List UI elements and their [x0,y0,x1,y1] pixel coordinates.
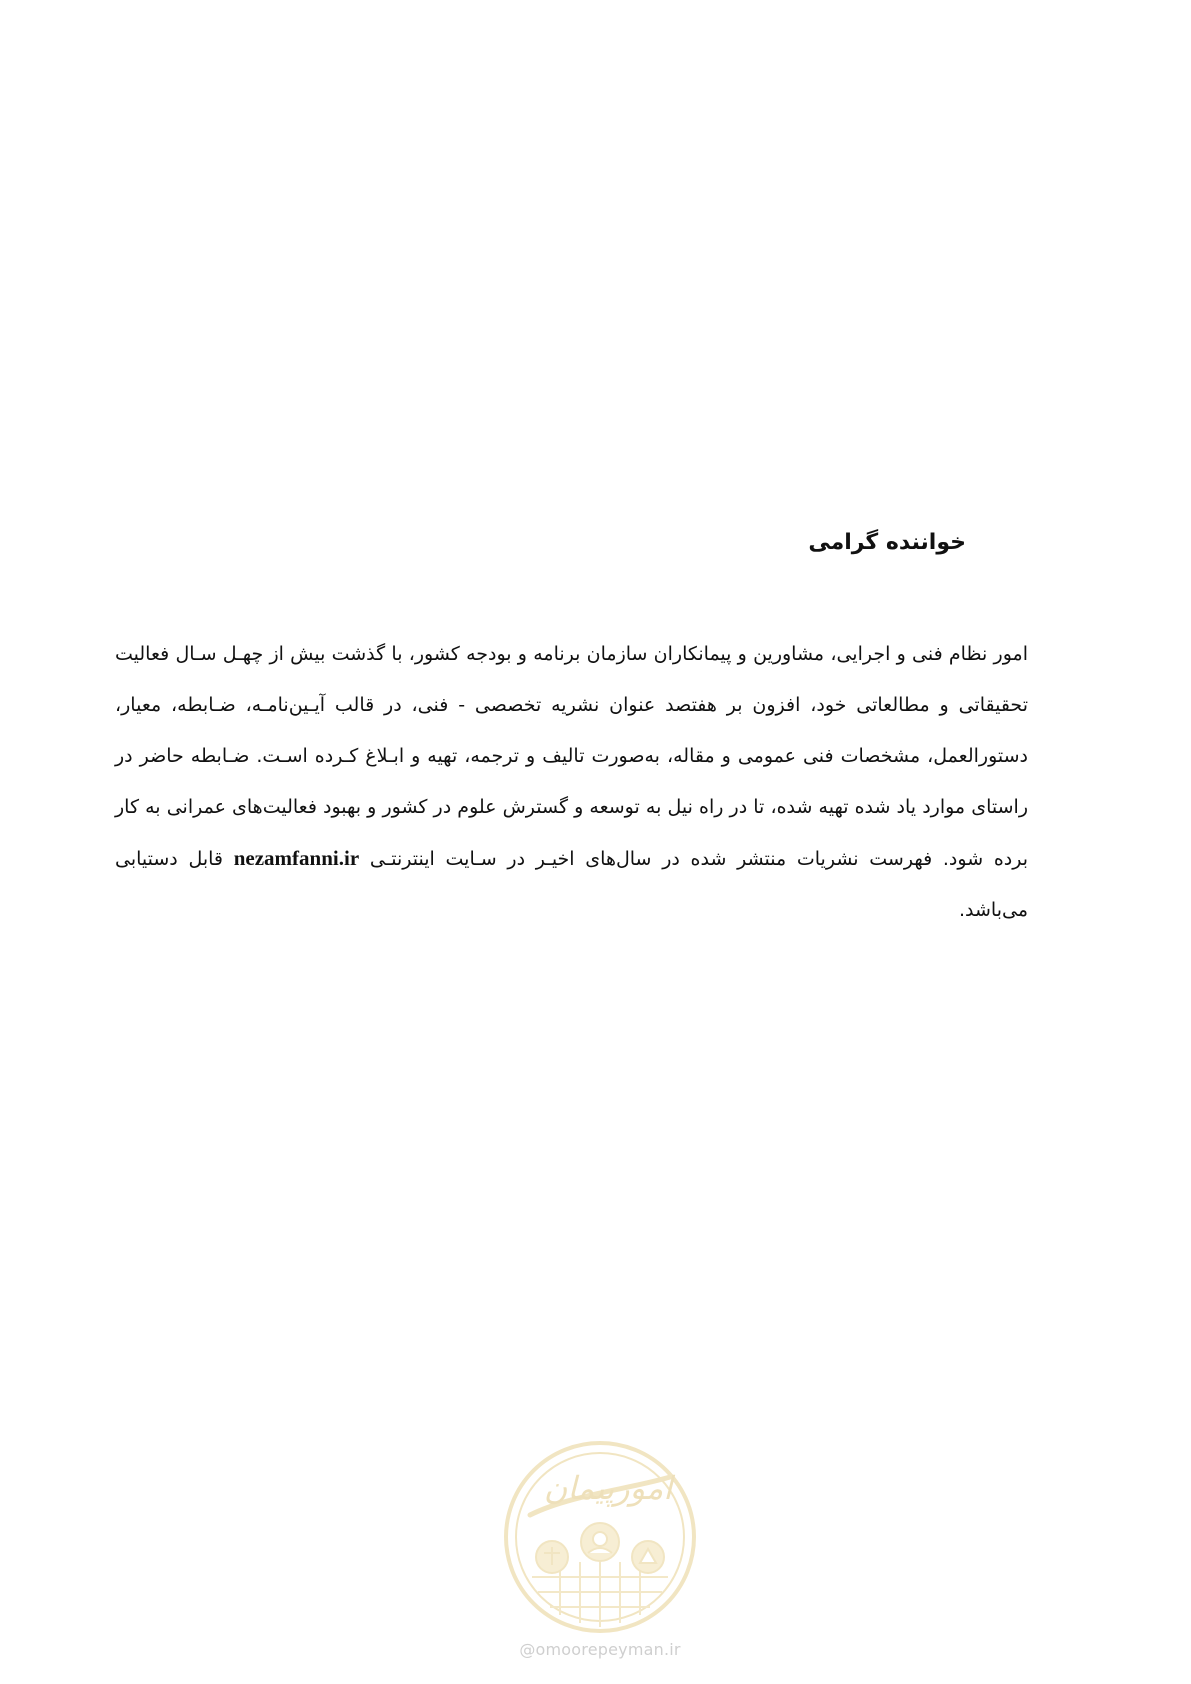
watermark-handle: @omoorepeyman.ir [519,1640,681,1659]
watermark-logo-text: امورپیمان [543,1469,673,1507]
paragraph-text-after-link: قابل دستیابی می‌باشد. [115,848,1028,921]
watermark-logo [500,1437,700,1637]
body-paragraph [115,629,1028,936]
website-link[interactable]: nezamfanni.ir [233,846,360,870]
page-title: خواننده گرامی [808,530,966,555]
paragraph-text-before-link: امور نظام فنی و اجرایی، مشاورین و پیمانکاران سازمان برنامه و بودجه کشور، با گذشت بیش از چهـل سـال فعالیت تحقیقاتی و مطالعاتی خود، افزون بر هفتصد عنوان نشریه تخصصی - فنی، در قالب آیـین‌نامـه، ضـابطه، معیار، دستورالعمل، مشخصات فنی عمومی و مقاله، به‌صورت تالیف و ترجمه، تهیه و ابـلاغ کـرده اسـت. ضـابطه حاضر در راستای موارد یاد شده تهیه شده، تا در راه نیل به توسعه و گسترش علوم در کشور و بهبود فعالیت‌های عمرانی به کار برده شود. فهرست نشریات منتشر شده در سال‌های اخیـر در سـایت اینترنتـی [115,643,1029,870]
